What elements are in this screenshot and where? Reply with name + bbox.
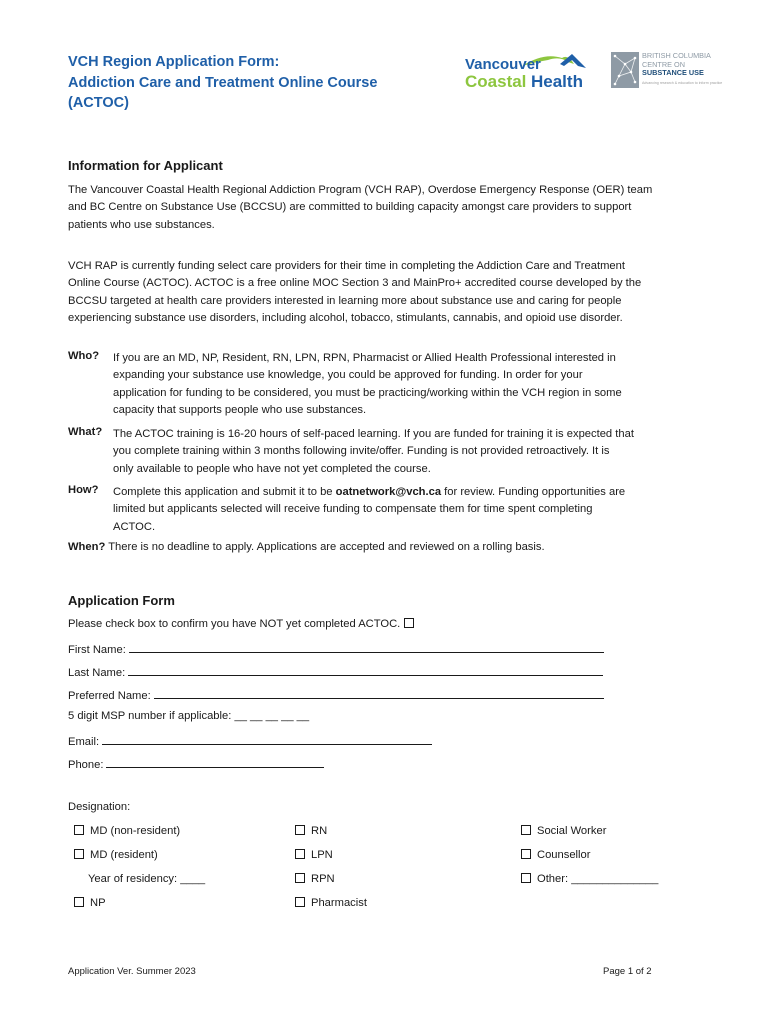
vch-logo [464, 50, 606, 92]
counsellor-label: Counsellor [537, 849, 591, 861]
application-form-heading: Application Form [68, 593, 175, 608]
who-line: expanding your substance use knowledge, you could be approved for funding. In order for your [113, 369, 583, 382]
footer-version: Application Ver. Summer 2023 [68, 966, 196, 977]
vch-logo-word-vancouver: Vancouver [465, 56, 541, 73]
when-body: There is no deadline to apply. Applications are accepted and reviewed on a rolling basis. [105, 541, 545, 553]
para2-line: VCH RAP is currently funding select care providers for their time in completing the Addiction Care and Treatment [68, 260, 625, 272]
form-title [68, 52, 428, 114]
designation-label: Designation: [68, 801, 131, 813]
para2-line: Online Course (ACTOC). ACTOC is a free online MOC Section 3 and MainPro+ accredited course developed by the [68, 277, 642, 290]
info-heading: Information for Applicant [68, 158, 223, 173]
what-line: you complete training within 3 months following invite/offer. Funding is not provided retroactively. It is [113, 445, 610, 458]
info-paragraph-1 [68, 182, 688, 234]
lpn-checkbox[interactable] [295, 849, 305, 859]
how-line: ACTOC. [113, 520, 156, 533]
title-line-2: Addiction Care and Treatment Online Course [68, 74, 378, 91]
preferred-name-row [68, 687, 604, 702]
how-label: How? [68, 484, 99, 496]
md-nonresident-label: MD (non-resident) [90, 825, 181, 837]
last-name-field[interactable] [128, 664, 603, 676]
vch-logo-swoosh [464, 50, 606, 92]
who-line: application for funding to be considered, you must be practicing/working within the VCH region in some [113, 386, 622, 399]
other-label: Other: ______________ [537, 873, 659, 885]
bccsu-line-3: SUBSTANCE USE [642, 68, 704, 78]
phone-field[interactable] [106, 756, 324, 768]
bccsu-logo-text [642, 52, 711, 78]
social-worker-checkbox[interactable] [521, 825, 531, 835]
counsellor-checkbox[interactable] [521, 849, 531, 859]
np-checkbox[interactable] [74, 897, 84, 907]
para1-line: patients who use substances. [68, 218, 215, 231]
email-row [68, 733, 432, 748]
option-md-resident[interactable] [74, 849, 158, 861]
phone-row [68, 756, 324, 771]
other-checkbox[interactable] [521, 873, 531, 883]
info-paragraph-2 [68, 258, 688, 328]
option-np[interactable] [74, 897, 106, 909]
option-md-nonresident[interactable] [74, 825, 180, 837]
footer-page-number: Page 1 of 2 [603, 966, 652, 977]
how-line-1 [113, 484, 693, 501]
what-text [113, 426, 693, 478]
confirm-text: Please check box to confirm you have NOT yet completed ACTOC. [68, 618, 401, 630]
who-label: Who? [68, 350, 100, 362]
preferred-name-field[interactable] [154, 687, 604, 699]
how-post: for review. Funding opportunities are [441, 486, 626, 498]
lpn-label: LPN [311, 849, 333, 861]
what-line: only available to people who have not yet completed the course. [113, 462, 431, 475]
rpn-checkbox[interactable] [295, 873, 305, 883]
how-pre: Complete this application and submit it to be [113, 486, 336, 498]
how-text [113, 484, 693, 536]
year-of-residency-field[interactable]: Year of residency: ____ [88, 873, 206, 885]
md-resident-checkbox[interactable] [74, 849, 84, 859]
para1-line: and BC Centre on Substance Use (BCCSU) are committed to building capacity amongst care providers to support [68, 201, 632, 214]
option-social-worker[interactable] [521, 825, 606, 837]
bccsu-line-1: BRITISH COLUMBIA [642, 51, 711, 60]
msp-field[interactable]: __ __ __ __ __ [234, 710, 310, 722]
title-line-1: VCH Region Application Form: [68, 54, 280, 70]
msp-label: 5 digit MSP number if applicable: [68, 710, 232, 722]
email-label: Email: [68, 736, 100, 748]
submission-email: oatnetwork@vch.ca [335, 486, 442, 498]
title-line-3: (ACTOC) [68, 95, 129, 111]
first-name-row [68, 641, 604, 656]
confirm-row [68, 618, 414, 630]
para2-line: experiencing substance use disorders, including alcohol, tobacco, stimulants, cannabis, and opioid use disorder. [68, 312, 623, 325]
para1-line: The Vancouver Coastal Health Regional Addiction Program (VCH RAP), Overdose Emergency Response (OER) team [68, 184, 653, 196]
how-line: limited but applicants selected will receive funding to compensate them for time spent completing [113, 503, 593, 516]
option-pharmacist[interactable] [295, 897, 367, 909]
email-field[interactable] [102, 733, 432, 745]
bccsu-tagline: Advancing research & education to inform practice [642, 81, 723, 85]
preferred-name-label: Preferred Name: [68, 690, 151, 702]
msp-row [68, 710, 309, 722]
who-line: capacity that supports people who use substances. [113, 404, 367, 417]
first-name-field[interactable] [129, 641, 604, 653]
option-rn[interactable] [295, 825, 327, 837]
when-text [68, 541, 545, 553]
para2-line: BCCSU targeted at health care providers interested in learning more about substance use and caring for people [68, 294, 622, 307]
option-lpn[interactable] [295, 849, 333, 861]
option-rpn[interactable] [295, 873, 335, 885]
who-line: If you are an MD, NP, Resident, RN, LPN, RPN, Pharmacist or Allied Health Professional interested in [113, 352, 616, 364]
last-name-row [68, 664, 603, 679]
vch-logo-word-health: Health [531, 72, 583, 91]
pharmacist-label: Pharmacist [311, 897, 367, 909]
bccsu-logo-mark [611, 52, 639, 88]
what-line: The ACTOC training is 16-20 hours of self-paced learning. If you are funded for training it is expected that [113, 428, 634, 440]
pharmacist-checkbox[interactable] [295, 897, 305, 907]
confirm-checkbox[interactable] [404, 618, 414, 628]
option-counsellor[interactable] [521, 849, 590, 861]
last-name-label: Last Name: [68, 667, 126, 679]
rn-checkbox[interactable] [295, 825, 305, 835]
what-label: What? [68, 426, 103, 438]
option-other[interactable] [521, 873, 658, 885]
vch-logo-word-coastal: Coastal [465, 72, 527, 91]
rn-label: RN [311, 825, 328, 837]
first-name-label: First Name: [68, 644, 126, 656]
who-text [113, 350, 693, 420]
rpn-label: RPN [311, 873, 335, 885]
bccsu-logo [611, 52, 721, 90]
when-label: When? [68, 541, 106, 553]
phone-label: Phone: [68, 759, 104, 771]
social-worker-label: Social Worker [537, 825, 607, 837]
md-resident-label: MD (resident) [90, 849, 158, 861]
bccsu-line-2: CENTRE ON [642, 59, 685, 69]
md-nonresident-checkbox[interactable] [74, 825, 84, 835]
np-label: NP [90, 897, 106, 909]
